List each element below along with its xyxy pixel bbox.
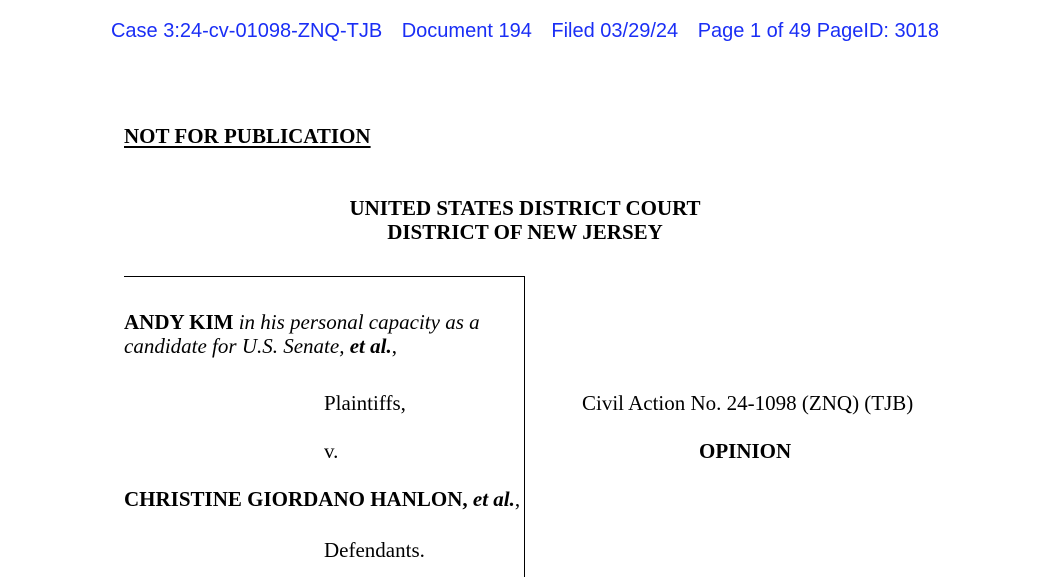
document-type: OPINION bbox=[699, 439, 792, 463]
court-name: UNITED STATES DISTRICT COURT bbox=[349, 196, 701, 220]
court-district: DISTRICT OF NEW JERSEY bbox=[387, 220, 663, 244]
document-number: Document 194 bbox=[401, 20, 532, 42]
filed-date: Filed 03/29/24 bbox=[551, 20, 679, 42]
plaintiff-name: ANDY KIM bbox=[124, 310, 234, 334]
defendants-label: Defendants. bbox=[324, 538, 425, 562]
plaintiff-descriptor: in his personal capacity as a candidate for U.S. Senate, bbox=[124, 310, 480, 358]
publication-notice: NOT FOR PUBLICATION bbox=[124, 124, 371, 148]
civil-action-number: Civil Action No. 24-1098 (ZNQ) (TJB) bbox=[582, 391, 914, 415]
case-number: Case 3:24-cv-01098-ZNQ-TJB bbox=[110, 20, 383, 42]
plaintiff-caption bbox=[124, 310, 524, 358]
defendant-comma: , bbox=[514, 487, 521, 511]
defendant-et-al: et al. bbox=[472, 487, 515, 511]
plaintiff-comma: , bbox=[391, 334, 397, 358]
case-header bbox=[0, 20, 1050, 43]
court-heading bbox=[0, 196, 1050, 244]
versus-label: v. bbox=[324, 439, 339, 463]
page-info: Page 1 of 49 PageID: 3018 bbox=[697, 20, 940, 42]
plaintiff-et-al: et al. bbox=[349, 334, 392, 358]
plaintiffs-label: Plaintiffs, bbox=[324, 391, 406, 415]
defendant-caption bbox=[124, 487, 520, 512]
defendant-name: CHRISTINE GIORDANO HANLON, bbox=[124, 487, 468, 511]
